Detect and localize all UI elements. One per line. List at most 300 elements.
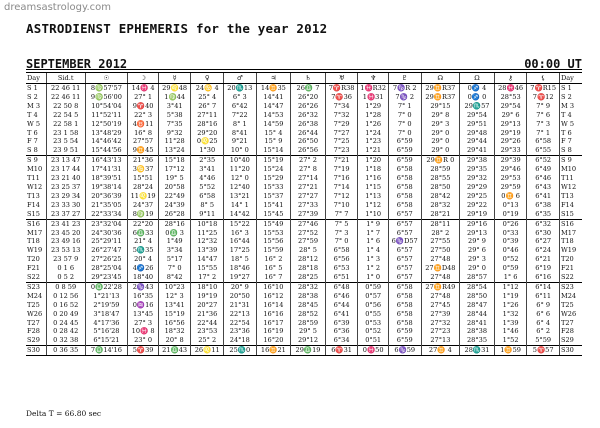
table-cell: 28°38 xyxy=(460,327,495,336)
table-cell: 1°49 xyxy=(158,237,191,246)
table-cell: 22 50 8 xyxy=(46,102,85,111)
table-cell: 7° 0 xyxy=(388,129,421,138)
table-cell: 7°22 xyxy=(224,111,257,120)
table-cell: 15°29 xyxy=(256,174,291,183)
table-cell: 28°24 xyxy=(128,183,159,192)
header-cell: ♆ xyxy=(358,73,389,84)
table-cell: 23 41 23 xyxy=(46,219,85,228)
table-cell: 29°25 xyxy=(460,192,495,201)
table-cell: 28°11 xyxy=(421,219,460,228)
table-cell: 22 58 1 xyxy=(46,120,85,129)
table-cell: 0°26 xyxy=(494,219,527,228)
table-row xyxy=(26,129,582,138)
table-cell: 29°26 xyxy=(494,137,527,146)
table-cell: F28 xyxy=(27,327,40,336)
table-cell: 29° 9 xyxy=(460,237,495,246)
table-cell: 6°58 xyxy=(388,319,421,328)
table-cell: S15 xyxy=(559,210,582,219)
table-cell: 6°11 xyxy=(527,292,560,301)
table-cell: 27° 8 xyxy=(291,165,326,174)
table-cell: 14♓ 4 xyxy=(128,84,159,93)
header-cell: ♂ xyxy=(224,73,257,84)
table-cell: 0♓50 xyxy=(358,346,389,356)
table-row xyxy=(26,273,582,282)
watermark: dreamsastrology.com xyxy=(4,2,112,13)
table-cell: 28♓46 xyxy=(494,84,527,93)
table-cell: S 8 xyxy=(559,146,582,155)
table-cell: 1°39 xyxy=(494,319,527,328)
table-cell: 6°19 xyxy=(527,264,560,273)
table-cell: 7° 0 xyxy=(325,237,358,246)
table-cell: 2°35 xyxy=(191,156,224,165)
table-row xyxy=(26,120,582,129)
table-cell: 6°58 xyxy=(388,192,421,201)
table-cell: 29° 3 xyxy=(421,120,460,129)
table-cell: 6°14 xyxy=(527,282,560,291)
table-cell: 27°59 xyxy=(291,237,326,246)
table-row xyxy=(26,282,582,291)
table-cell: 18° 5 xyxy=(224,255,257,264)
table-cell: 25° 2 xyxy=(191,336,224,345)
table-cell: S15 xyxy=(27,209,40,218)
table-cell: 14°41 xyxy=(256,93,291,102)
table-cell: 27°13 xyxy=(421,336,460,345)
table-cell: 27°48 xyxy=(421,255,460,264)
table-cell: 6° 3 xyxy=(224,93,257,102)
header-cell: ♅ xyxy=(325,73,358,84)
table-cell: 28°18 xyxy=(291,264,326,273)
table-cell: 0°46 xyxy=(494,246,527,255)
table-cell: 6°58 xyxy=(388,183,421,192)
table-row xyxy=(26,156,582,165)
table-cell: 6°53 xyxy=(325,264,358,273)
table-cell: 6°58 xyxy=(388,282,421,291)
table-cell: 19°38'14 xyxy=(85,183,128,192)
table-cell: W12 xyxy=(27,182,43,191)
table-cell: 16° 3 xyxy=(224,229,257,238)
table-cell: 1°18 xyxy=(358,165,389,174)
table-cell: 1♊59 xyxy=(494,346,527,356)
table-cell: 28°59 xyxy=(291,319,326,328)
table-cell: 1° 9 xyxy=(358,219,389,228)
table-cell: 13°41 xyxy=(158,301,191,310)
table-cell: 1° 0 xyxy=(358,273,389,282)
table-cell: 6°52 xyxy=(527,156,560,165)
table-cell: W 5 xyxy=(27,119,41,128)
table-cell: 11°20 xyxy=(224,165,257,174)
table-row xyxy=(26,346,582,356)
table-cell: 6°57 xyxy=(388,273,421,282)
table-cell: 6°57 xyxy=(388,229,421,238)
table-cell: 6°27 xyxy=(527,237,560,246)
table-cell: 29°29 xyxy=(460,183,495,192)
table-cell: W 5 xyxy=(559,120,582,129)
table-cell: 1°30 xyxy=(191,146,224,155)
table-cell: 6° 4 xyxy=(527,319,560,328)
table-cell: 0 24 45 xyxy=(46,319,85,328)
table-cell: 29°48 xyxy=(460,129,495,138)
table-cell: M17 xyxy=(27,228,43,237)
table-cell: 1° 2 xyxy=(358,264,389,273)
table-cell: 8° 5 xyxy=(191,201,224,210)
table-cell: 26°56 xyxy=(291,146,326,155)
table-cell: 29°32 xyxy=(460,174,495,183)
table-row xyxy=(26,93,582,102)
header-cell: ☽ xyxy=(128,73,159,84)
table-cell: 7° 3 xyxy=(325,229,358,238)
table-cell: 16°14 xyxy=(256,301,291,310)
table-cell: 15°49 xyxy=(256,219,291,228)
table-cell: 20♏13 xyxy=(224,84,257,93)
table-cell: 28°44 xyxy=(460,310,495,319)
table-cell: 29°13 xyxy=(494,120,527,129)
table-cell: 7°19 xyxy=(325,165,358,174)
table-cell: 29°53 xyxy=(494,174,527,183)
table-cell: 7° 0 xyxy=(388,111,421,120)
table-cell: 3°41 xyxy=(158,102,191,111)
table-cell: T20 xyxy=(27,255,40,264)
table-cell: 8°42 xyxy=(158,273,191,282)
table-cell: 15°45 xyxy=(256,210,291,219)
table-cell: 15°53 xyxy=(256,229,291,238)
table-cell: 8°41 xyxy=(224,129,257,138)
table-cell: 0°39 xyxy=(494,237,527,246)
table-cell: 29° 6 xyxy=(494,111,527,120)
table-row xyxy=(26,192,582,201)
table-cell: 6♎33 xyxy=(128,229,159,238)
table-cell: 28°50 xyxy=(460,292,495,301)
table-cell: 28♏31 xyxy=(460,346,495,356)
table-cell: 16°17 xyxy=(256,319,291,328)
table-cell: 0 32 38 xyxy=(46,336,85,345)
table-cell: 16°56 xyxy=(158,319,191,328)
table-cell: 0°53 xyxy=(358,319,389,328)
table-cell: S 2 xyxy=(559,93,582,102)
header-cell: ☉ xyxy=(85,73,128,84)
table-cell: 29°54 xyxy=(494,102,527,111)
table-cell: 24°37 xyxy=(128,201,159,210)
header-cell: ☊ xyxy=(421,73,460,84)
table-cell: 26°27'47 xyxy=(85,246,128,255)
table-cell: 1°24 xyxy=(358,129,389,138)
table-cell: 6°30 xyxy=(527,229,560,238)
table-cell: T20 xyxy=(559,255,582,264)
table-cell: 22°33'34 xyxy=(85,210,128,219)
table-cell: 23 29 34 xyxy=(46,192,85,201)
table-cell: 1♓R32 xyxy=(358,84,389,93)
table-cell: 28°25 xyxy=(291,273,326,282)
table-cell: S29 xyxy=(27,336,40,345)
header-cell: ♇ xyxy=(388,73,421,84)
table-cell: 27° 3 xyxy=(128,319,159,328)
table-cell: 4°17'36 xyxy=(85,319,128,328)
table-cell: 28°38 xyxy=(291,292,326,301)
table-cell: 17° 2 xyxy=(191,273,224,282)
table-cell: 6° 6 xyxy=(527,310,560,319)
table-cell: F21 xyxy=(559,264,582,273)
table-cell: 23° 0 xyxy=(128,336,159,345)
table-cell: 17°12 xyxy=(158,165,191,174)
table-cell: F14 xyxy=(27,200,40,209)
table-cell: 6°58 xyxy=(388,310,421,319)
table-cell: 0♐ 4 xyxy=(460,84,495,93)
table-cell: 1°29 xyxy=(358,102,389,111)
table-cell: 14°42 xyxy=(224,210,257,219)
table-cell: 28°42 xyxy=(421,192,460,201)
table-cell: 6°58 xyxy=(388,292,421,301)
table-cell: 14°59 xyxy=(256,120,291,129)
table-cell: 10°18 xyxy=(191,219,224,228)
table-cell: 11°25 xyxy=(191,229,224,238)
table-cell: 6°41 xyxy=(527,192,560,201)
table-cell: 11°28 xyxy=(158,137,191,146)
table-cell: 22°49 xyxy=(158,192,191,201)
table-cell: 12° 3 xyxy=(158,292,191,301)
table-cell: 1°15 xyxy=(358,183,389,192)
table-cell: 0 8 59 xyxy=(46,282,85,291)
table-row xyxy=(26,174,582,183)
table-cell: 28°59 xyxy=(421,165,460,174)
table-cell: 3°34 xyxy=(158,246,191,255)
table-cell: 6°21 xyxy=(527,255,560,264)
table-cell: 1°20 xyxy=(358,156,389,165)
table-cell: 29° 0 xyxy=(421,137,460,146)
table-cell: 28° 5 xyxy=(291,246,326,255)
table-cell: 29°22 xyxy=(460,201,495,210)
table-cell: 29°12 xyxy=(291,336,326,345)
table-cell: 7° 0 xyxy=(388,120,421,129)
header-cell: Ω xyxy=(460,73,495,84)
table-cell: 1°12 xyxy=(494,282,527,291)
table-cell: 19° 5 xyxy=(158,174,191,183)
table-cell: 6°59 xyxy=(388,156,421,165)
table-cell: 21° 4 xyxy=(128,237,159,246)
page-title: ASTRODIENST EPHEMERIS for the year 2012 xyxy=(26,21,328,36)
table-cell: 6° 9 xyxy=(527,301,560,310)
table-cell: 16°16 xyxy=(256,310,291,319)
table-cell: 10° 0 xyxy=(224,146,257,155)
table-cell: 1° 4 xyxy=(358,246,389,255)
table-cell: 0°52 xyxy=(494,255,527,264)
table-cell: 7°23 xyxy=(325,146,358,155)
table-cell: 17°25 xyxy=(224,246,257,255)
table-cell: 6°58 xyxy=(388,201,421,210)
table-cell: 7°16 xyxy=(325,174,358,183)
table-cell: 23 9 51 xyxy=(46,146,85,155)
table-cell: 0 36 35 xyxy=(46,346,85,356)
table-cell: 7♎14'16 xyxy=(85,346,128,356)
table-cell: 2♑43 xyxy=(128,282,159,291)
table-cell: 6°57 xyxy=(388,255,421,264)
table-cell: 0 20 49 xyxy=(46,310,85,319)
table-cell: 10°40 xyxy=(224,156,257,165)
table-cell: 7♈36 xyxy=(325,93,358,102)
table-cell: 29♌48 xyxy=(158,84,191,93)
table-cell: 12°50'19 xyxy=(85,120,128,129)
table-cell: 1° 6 xyxy=(358,237,389,246)
table-cell: 27° 2 xyxy=(291,156,326,165)
table-cell: 17°41'31 xyxy=(85,165,128,174)
table-cell: 0°57 xyxy=(358,292,389,301)
table-cell: 0°33 xyxy=(494,229,527,238)
table-cell: 7°21 xyxy=(325,156,358,165)
table-cell: 15°33 xyxy=(256,183,291,192)
table-cell: 7°34 xyxy=(325,102,358,111)
table-cell: 16°12 xyxy=(256,292,291,301)
header-cell: ♃ xyxy=(256,73,291,84)
table-cell: M10 xyxy=(559,165,582,174)
table-cell: 7° 5 xyxy=(325,219,358,228)
table-cell: 28°25'04 xyxy=(85,264,128,273)
table-cell: 14°47 xyxy=(256,102,291,111)
table-cell: 28°47 xyxy=(460,301,495,310)
table-cell: 23 13 47 xyxy=(46,156,85,165)
table-cell: 27°57 xyxy=(128,137,159,146)
header-cell: Day xyxy=(559,73,582,84)
table-cell: 29♊R37 xyxy=(421,84,460,93)
table-cell: 15°56 xyxy=(256,237,291,246)
table-row xyxy=(26,84,582,93)
table-cell: W12 xyxy=(559,183,582,192)
table-cell: 24°39 xyxy=(158,201,191,210)
table-cell: W19 xyxy=(559,246,582,255)
table-cell: 26°50 xyxy=(291,137,326,146)
table-cell: 6°38 xyxy=(527,201,560,210)
table-row xyxy=(26,237,582,246)
table-cell: 23 49 16 xyxy=(46,237,85,246)
table-cell: 29°20 xyxy=(191,129,224,138)
table-cell: 23 57 9 xyxy=(46,255,85,264)
table-cell: 5♈57 xyxy=(527,346,560,356)
table-cell: 15°24 xyxy=(256,165,291,174)
table-cell: 27♊D48 xyxy=(421,264,460,273)
table-cell: 6°35 xyxy=(527,210,560,219)
table-cell: 28°53 xyxy=(494,93,527,102)
table-cell: 27°11 xyxy=(191,111,224,120)
table-cell: 10♓ 8 xyxy=(128,327,159,336)
table-cell: 7°12 xyxy=(325,192,358,201)
table-cell: 15°41 xyxy=(256,201,291,210)
table-cell: 28°16 xyxy=(191,120,224,129)
table-cell: 27°33 xyxy=(291,201,326,210)
table-cell: 15° 4 xyxy=(256,129,291,138)
table-cell: 20°36'39 xyxy=(85,192,128,201)
table-cell: 29♊R 0 xyxy=(421,156,460,165)
table-cell: 9♈40 xyxy=(128,102,159,111)
table-cell: 15°22 xyxy=(224,219,257,228)
table-cell: 5♏35 xyxy=(128,246,159,255)
table-cell: 6♈31 xyxy=(325,346,358,356)
table-cell: 5°17 xyxy=(158,255,191,264)
table-cell: 0°19 xyxy=(494,210,527,219)
table-cell: T13 xyxy=(27,191,40,200)
table-cell: 27°48 xyxy=(421,292,460,301)
table-cell: T18 xyxy=(27,237,40,246)
table-cell: S 9 xyxy=(559,156,582,165)
table-cell: 9♊45 xyxy=(128,146,159,155)
table-cell: T25 xyxy=(559,301,582,310)
table-cell: 1°32 xyxy=(494,310,527,319)
table-cell: T 6 xyxy=(559,129,582,138)
table-cell: 27°26'25 xyxy=(85,255,128,264)
table-cell: 29°38 xyxy=(460,156,495,165)
table-cell: 6°39 xyxy=(325,319,358,328)
table-cell: 0°59 xyxy=(494,264,527,273)
table-cell: 29°44 xyxy=(460,137,495,146)
table-cell: 8° 1 xyxy=(224,120,257,129)
header-cell: ♄ xyxy=(291,73,326,84)
table-cell: 6°56 xyxy=(325,255,358,264)
table-cell: 20° 9 xyxy=(224,282,257,291)
table-cell: 29° 3 xyxy=(460,255,495,264)
table-cell: T11 xyxy=(559,174,582,183)
table-cell: 29°15 xyxy=(421,102,460,111)
table-cell: 29♎19 xyxy=(291,346,326,356)
table-cell: 18°40 xyxy=(128,273,159,282)
table-cell: 1°12 xyxy=(358,201,389,210)
table-cell: 28°32 xyxy=(421,201,460,210)
table-cell: 0♒16 xyxy=(128,301,159,310)
table-cell: 3°41 xyxy=(191,165,224,174)
table-cell: 6°24 xyxy=(527,246,560,255)
table-cell: 27°14 xyxy=(291,174,326,183)
table-cell: 7♑ 2 xyxy=(388,93,421,102)
table-cell: T25 xyxy=(27,300,40,309)
table-cell: 4♉11 xyxy=(128,120,159,129)
table-cell: 11°52'11 xyxy=(85,111,128,120)
table-cell: 8♍19 xyxy=(128,210,159,219)
table-cell: 27°39 xyxy=(421,310,460,319)
table-cell: 7♈R38 xyxy=(325,84,358,93)
table-cell: 1°10 xyxy=(358,210,389,219)
table-cell: 28°54 xyxy=(460,282,495,291)
table-cell: 22°20 xyxy=(128,219,159,228)
table-cell: 20°27 xyxy=(191,301,224,310)
table-cell: 13°24 xyxy=(158,146,191,155)
table-cell: S 1 xyxy=(559,84,582,93)
table-cell: 6°59 xyxy=(388,336,421,345)
table-row xyxy=(26,102,582,111)
table-cell: 7° 7 xyxy=(325,210,358,219)
table-cell: 28°50 xyxy=(421,183,460,192)
table-cell: T18 xyxy=(559,237,582,246)
table-cell: 29°16 xyxy=(460,219,495,228)
table-cell: 27°52 xyxy=(291,229,326,238)
table-row xyxy=(26,246,582,255)
table-cell: 6°34 xyxy=(325,336,358,345)
table-cell: M 3 xyxy=(27,101,41,110)
table-body xyxy=(26,84,582,356)
table-cell: 29°33 xyxy=(494,146,527,155)
table-cell: 6°51 xyxy=(325,273,358,282)
table-cell: 6♑D57 xyxy=(388,237,421,246)
table-cell: 23 45 20 xyxy=(46,229,85,238)
table-cell: 6♑59 xyxy=(388,346,421,356)
table-cell: 16°20 xyxy=(256,336,291,345)
table-cell: 6°15'21 xyxy=(85,336,128,345)
table-cell: S22 xyxy=(559,273,582,282)
table-cell: 29°19 xyxy=(494,129,527,138)
table-cell: 14♊35 xyxy=(256,84,291,93)
table-cell: 6°43 xyxy=(527,183,560,192)
table-cell: 5°59 xyxy=(527,336,560,345)
table-cell: S23 xyxy=(559,282,582,291)
table-cell: 0°56 xyxy=(358,301,389,310)
table-cell: 1°23 xyxy=(358,137,389,146)
table-cell: 7°29 xyxy=(325,120,358,129)
table-cell: 23 33 30 xyxy=(46,201,85,210)
table-cell: 4♐26 xyxy=(128,264,159,273)
